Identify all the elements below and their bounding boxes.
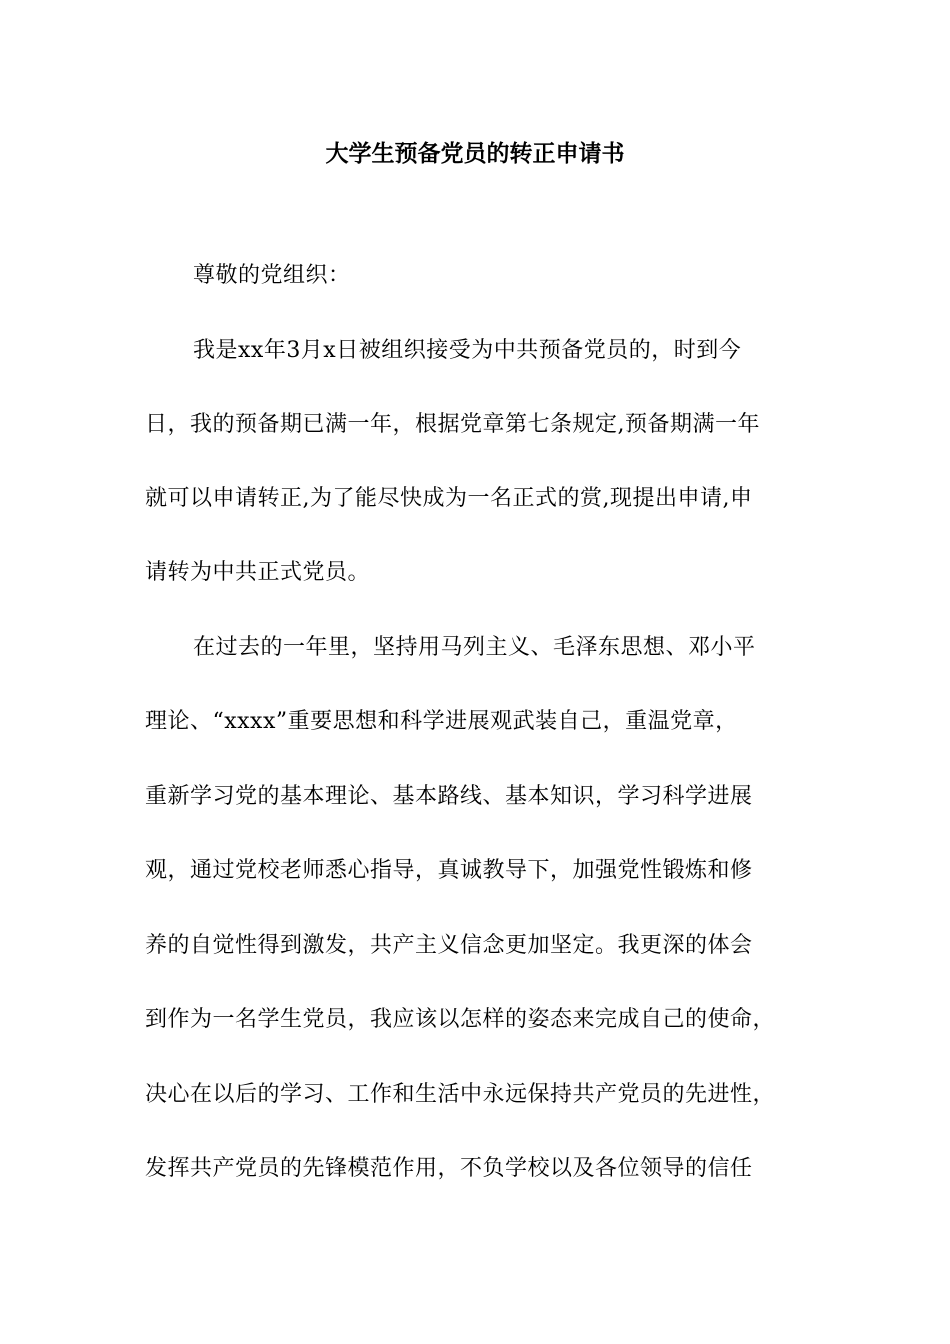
paragraph-line: 理论、“xxxx”重要思想和科学进展观武装自己，重温党章，	[145, 709, 738, 734]
paragraph-line: 决心在以后的学习、工作和生活中永远保持共产党员的先进性，	[145, 1082, 776, 1107]
paragraph-line: 请转为中共正式党员。	[145, 560, 371, 585]
paragraph-line: 观，通过党校老师悉心指导，真诚教导下，加强党性锻炼和修	[145, 858, 753, 883]
paragraph-line: 就可以申请转正,为了能尽快成为一名正式的赏,现提出申请,申	[145, 486, 753, 511]
paragraph-line: 我是xx年3月x日被组织接受为中共预备党员的，时到今	[193, 338, 742, 363]
paragraph-line: 养的自觉性得到激发，共产主义信念更加坚定。我更深的体会	[145, 933, 753, 958]
paragraph-line: 到作为一名学生党员，我应该以怎样的姿态来完成自己的使命，	[145, 1007, 776, 1032]
paragraph-line: 发挥共产党员的先锋模范作用，不负学校以及各位领导的信任	[145, 1156, 753, 1181]
salutation: 尊敬的党组织：	[193, 263, 351, 288]
document-title: 大学生预备党员的转正申请书	[325, 140, 625, 167]
paragraph-line: 在过去的一年里，坚持用马列主义、毛泽东思想、邓小平	[193, 635, 756, 660]
paragraph-line: 日，我的预备期已满一年，根据党章第七条规定,预备期满一年	[145, 412, 760, 437]
paragraph-line: 重新学习党的基本理论、基本路线、基本知识，学习科学进展	[145, 784, 753, 809]
